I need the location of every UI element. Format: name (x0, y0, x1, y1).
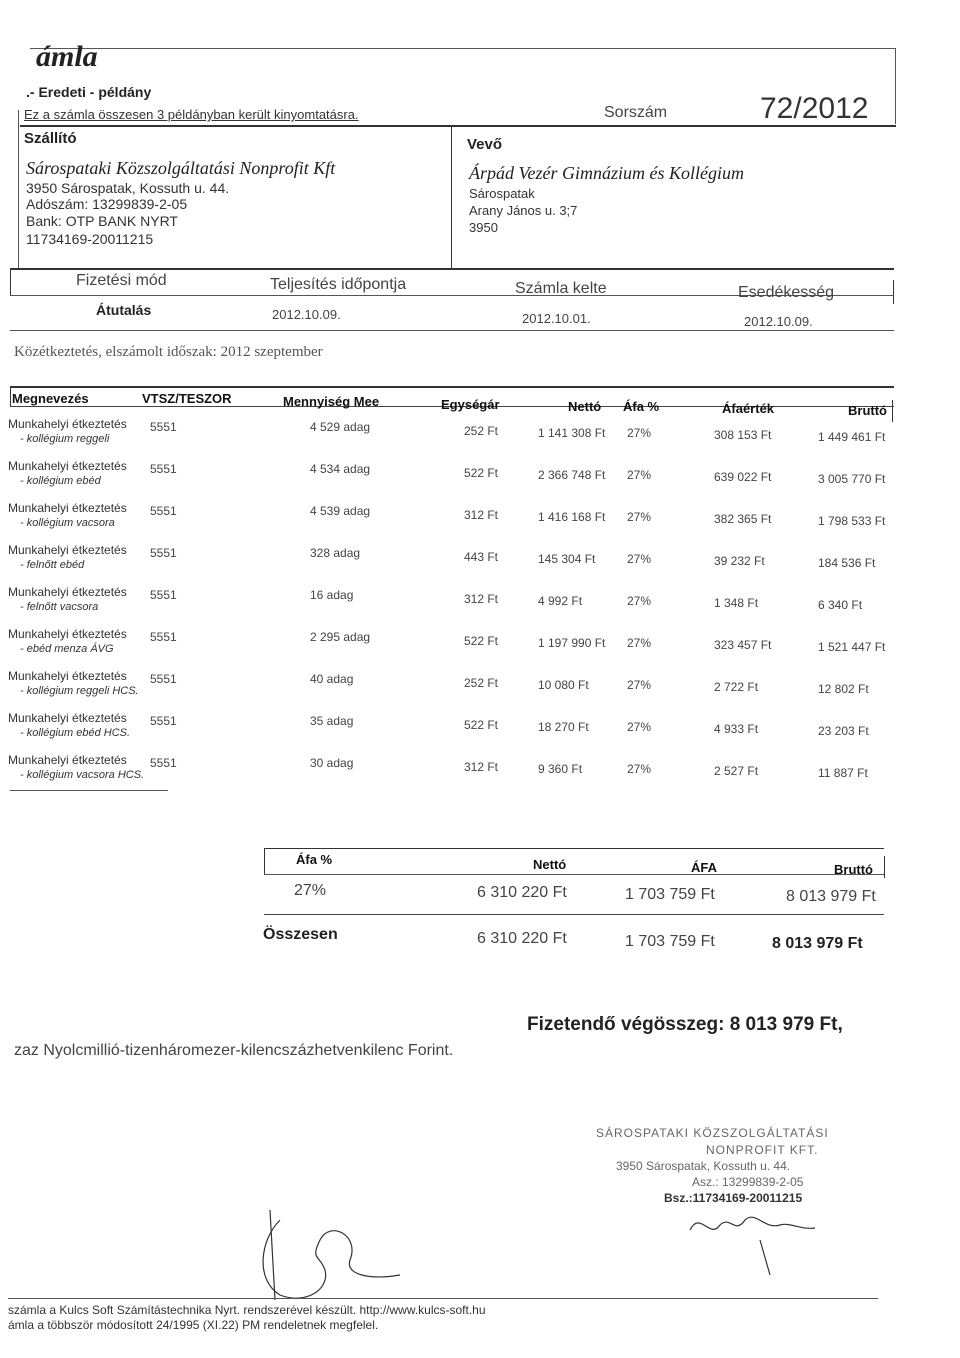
row-qty: 4 534 adag (310, 462, 371, 476)
row-subdescription: - kollégium vacsora HCS. (20, 769, 145, 781)
row-subdescription: - kollégium reggeli (20, 433, 110, 445)
summary-header-line (264, 874, 884, 875)
row-vat: 27% (627, 426, 652, 440)
stamp-line-tax: Asz.: 13299839-2-05 (692, 1175, 804, 1189)
payment-bottom-line (10, 330, 894, 331)
row-vatval: 2 527 Ft (714, 764, 759, 778)
summary-total-line (264, 914, 884, 915)
row-unit: 522 Ft (464, 466, 499, 480)
performance-date-label: Teljesítés időpontja (270, 276, 407, 293)
row-vatval: 4 933 Ft (714, 722, 759, 736)
row-unit: 252 Ft (464, 424, 499, 438)
row-description: Munkahelyi étkeztetés (8, 459, 127, 473)
row-description: Munkahelyi étkeztetés (8, 669, 127, 683)
row-net: 1 416 168 Ft (538, 510, 606, 524)
row-vat: 27% (627, 552, 652, 566)
row-net: 9 360 Ft (538, 762, 583, 776)
row-gross: 184 536 Ft (818, 556, 876, 570)
buyer-name: Árpád Vezér Gimnázium és Kollégium (469, 163, 744, 183)
row-code: 5551 (150, 504, 177, 518)
seller-heading: Szállító (24, 130, 77, 147)
row-qty: 4 539 adag (310, 504, 371, 518)
row-vatval: 639 022 Ft (714, 470, 772, 484)
table-right-line (892, 400, 893, 422)
summary-header-vat-rate: Áfa % (296, 852, 333, 867)
row-gross: 23 203 Ft (818, 724, 869, 738)
summary-header-net: Nettó (533, 857, 567, 872)
issue-date-value: 2012.10.01. (522, 311, 591, 326)
print-note: Ez a számla összesen 3 példányban került kinyomtatásra. (24, 107, 359, 122)
serial-value: 72/2012 (760, 92, 869, 125)
row-net: 2 366 748 Ft (538, 468, 606, 482)
row-unit: 312 Ft (464, 508, 499, 522)
total-label: Összesen (263, 926, 338, 943)
signature-left (250, 1200, 430, 1310)
frame-top-line (30, 48, 896, 49)
summary-header-vat: ÁFA (691, 860, 717, 875)
frame-right-line (895, 48, 896, 124)
footer-software-note: számla a Kulcs Soft Számítástechnika Nyrt. rendszerével készült. http://www.kulcs-soft.hu (8, 1303, 486, 1317)
total-vat-amount: 1 703 759 Ft (625, 933, 715, 950)
payable-in-words: zaz Nyolcmillió-tizenháromezer-kilencszázhetvenkilenc Forint. (14, 1042, 454, 1059)
row-qty: 2 295 adag (310, 630, 371, 644)
row-code: 5551 (150, 462, 177, 476)
party-divider (451, 126, 452, 269)
row-gross: 1 798 533 Ft (818, 514, 886, 528)
payment-left-line (10, 268, 11, 296)
row-description: Munkahelyi étkeztetés (8, 585, 127, 599)
row-code: 5551 (150, 588, 177, 602)
row-unit: 522 Ft (464, 718, 499, 732)
seller-name: Sárospataki Közszolgáltatási Nonprofit Kft (26, 158, 336, 178)
row-vat: 27% (627, 636, 652, 650)
table-top-line (10, 386, 894, 388)
row-vatval: 1 348 Ft (714, 596, 759, 610)
summary-net: 6 310 220 Ft (477, 884, 567, 901)
row-gross: 12 802 Ft (818, 682, 869, 696)
row-code: 5551 (150, 756, 177, 770)
col-header-vat-amount: Áfaérték (722, 401, 775, 416)
row-unit: 443 Ft (464, 550, 499, 564)
footer-legal-note: ámla a többször módosított 24/1995 (XI.22) PM rendeletnek megfelel. (8, 1318, 379, 1332)
due-date-value: 2012.10.09. (744, 314, 813, 329)
total-gross: 8 013 979 Ft (772, 935, 863, 952)
row-vat: 27% (627, 678, 652, 692)
row-net: 4 992 Ft (538, 594, 583, 608)
row-description: Munkahelyi étkeztetés (8, 711, 127, 725)
row-vatval: 323 457 Ft (714, 638, 772, 652)
period-note: Közétkeztetés, elszámolt időszak: 2012 szeptember (14, 344, 323, 360)
buyer-zip: 3950 (469, 220, 498, 235)
row-vat: 27% (627, 720, 652, 734)
col-header-net: Nettó (568, 399, 602, 414)
row-net: 1 141 308 Ft (538, 426, 606, 440)
stamp-line-company: SÁROSPATAKI KÖZSZOLGÁLTATÁSI (596, 1126, 829, 1140)
row-gross: 6 340 Ft (818, 598, 863, 612)
row-qty: 328 adag (310, 546, 361, 560)
row-description: Munkahelyi étkeztetés (8, 753, 127, 767)
row-subdescription: - kollégium reggeli HCS. (20, 685, 139, 697)
row-vat: 27% (627, 468, 652, 482)
row-code: 5551 (150, 714, 177, 728)
row-net: 18 270 Ft (538, 720, 589, 734)
serial-label: Sorszám (604, 104, 668, 121)
row-gross: 1 449 461 Ft (818, 430, 886, 444)
stamp-line-form: NONPROFIT KFT. (706, 1143, 819, 1157)
frame-left-line (18, 110, 19, 270)
row-qty: 35 adag (310, 714, 354, 728)
payment-right-line (893, 280, 894, 304)
row-subdescription: - kollégium ebéd (20, 475, 101, 487)
buyer-heading: Vevő (467, 136, 503, 153)
row-unit: 312 Ft (464, 760, 499, 774)
row-vat: 27% (627, 510, 652, 524)
row-description: Munkahelyi étkeztetés (8, 543, 127, 557)
row-qty: 16 adag (310, 588, 354, 602)
row-unit: 312 Ft (464, 592, 499, 606)
copy-label: .- Eredeti - példány (26, 84, 152, 100)
row-vat: 27% (627, 762, 652, 776)
row-qty: 30 adag (310, 756, 354, 770)
row-qty: 40 adag (310, 672, 354, 686)
issue-date-label: Számla kelte (515, 280, 607, 297)
total-net: 6 310 220 Ft (477, 930, 567, 947)
summary-right-line (884, 856, 885, 878)
row-subdescription: - felnőtt ebéd (20, 559, 85, 571)
table-bottom-line (10, 790, 168, 791)
row-vatval: 39 232 Ft (714, 554, 765, 568)
row-code: 5551 (150, 672, 177, 686)
seller-account: 11734169-20011215 (26, 231, 154, 247)
payment-method-value: Átutalás (96, 302, 152, 318)
payment-top-line (10, 268, 894, 270)
row-qty: 4 529 adag (310, 420, 371, 434)
seller-bank: Bank: OTP BANK NYRT (26, 213, 178, 229)
summary-vat-rate: 27% (294, 882, 327, 899)
row-net: 145 304 Ft (538, 552, 596, 566)
row-gross: 1 521 447 Ft (818, 640, 886, 654)
seller-tax: Adószám: 13299839-2-05 (26, 196, 188, 212)
performance-date-value: 2012.10.09. (272, 307, 341, 322)
row-subdescription: - kollégium ebéd HCS. (20, 727, 131, 739)
row-vatval: 2 722 Ft (714, 680, 759, 694)
table-left-line (10, 386, 11, 406)
stamp-line-bank: Bsz.:11734169-20011215 (664, 1191, 803, 1205)
buyer-street: Arany János u. 3;7 (469, 203, 578, 218)
buyer-city: Sárospatak (469, 186, 535, 201)
summary-header-gross: Bruttó (834, 862, 873, 877)
row-subdescription: - kollégium vacsora (20, 517, 115, 529)
seller-address: 3950 Sárospatak, Kossuth u. 44. (26, 180, 230, 196)
row-gross: 3 005 770 Ft (818, 472, 886, 486)
summary-vat-amount: 1 703 759 Ft (625, 886, 715, 903)
due-date-label: Esedékesség (738, 284, 835, 301)
row-description: Munkahelyi étkeztetés (8, 417, 127, 431)
col-header-quantity: Mennyiség Mee (283, 394, 380, 409)
payable-total: Fizetendő végösszeg: 8 013 979 Ft, (527, 1014, 843, 1035)
signature-right (680, 1200, 830, 1280)
row-code: 5551 (150, 630, 177, 644)
row-net: 10 080 Ft (538, 678, 589, 692)
row-description: Munkahelyi étkeztetés (8, 501, 127, 515)
row-code: 5551 (150, 420, 177, 434)
summary-gross: 8 013 979 Ft (786, 888, 876, 905)
invoice-title: ámla (36, 40, 98, 73)
row-subdescription: - ebéd menza ÁVG (20, 643, 114, 655)
row-subdescription: - felnőtt vacsora (20, 601, 99, 613)
summary-left-line (264, 848, 265, 874)
col-header-gross: Bruttó (848, 403, 887, 418)
row-vat: 27% (627, 594, 652, 608)
col-header-unit-price: Egységár (441, 397, 500, 412)
col-header-name: Megnevezés (12, 391, 89, 406)
row-gross: 11 887 Ft (818, 766, 868, 780)
row-unit: 252 Ft (464, 676, 499, 690)
row-vatval: 382 365 Ft (714, 512, 772, 526)
footer-line (8, 1298, 878, 1299)
row-net: 1 197 990 Ft (538, 636, 606, 650)
col-header-vat-rate: Áfa % (623, 399, 660, 414)
row-description: Munkahelyi étkeztetés (8, 627, 127, 641)
row-code: 5551 (150, 546, 177, 560)
row-vatval: 308 153 Ft (714, 428, 772, 442)
col-header-code: VTSZ/TESZOR (142, 391, 232, 406)
payment-method-label: Fizetési mód (76, 272, 167, 289)
stamp-line-address: 3950 Sárospatak, Kossuth u. 44. (616, 1159, 791, 1173)
summary-top-line (264, 848, 884, 849)
row-unit: 522 Ft (464, 634, 499, 648)
